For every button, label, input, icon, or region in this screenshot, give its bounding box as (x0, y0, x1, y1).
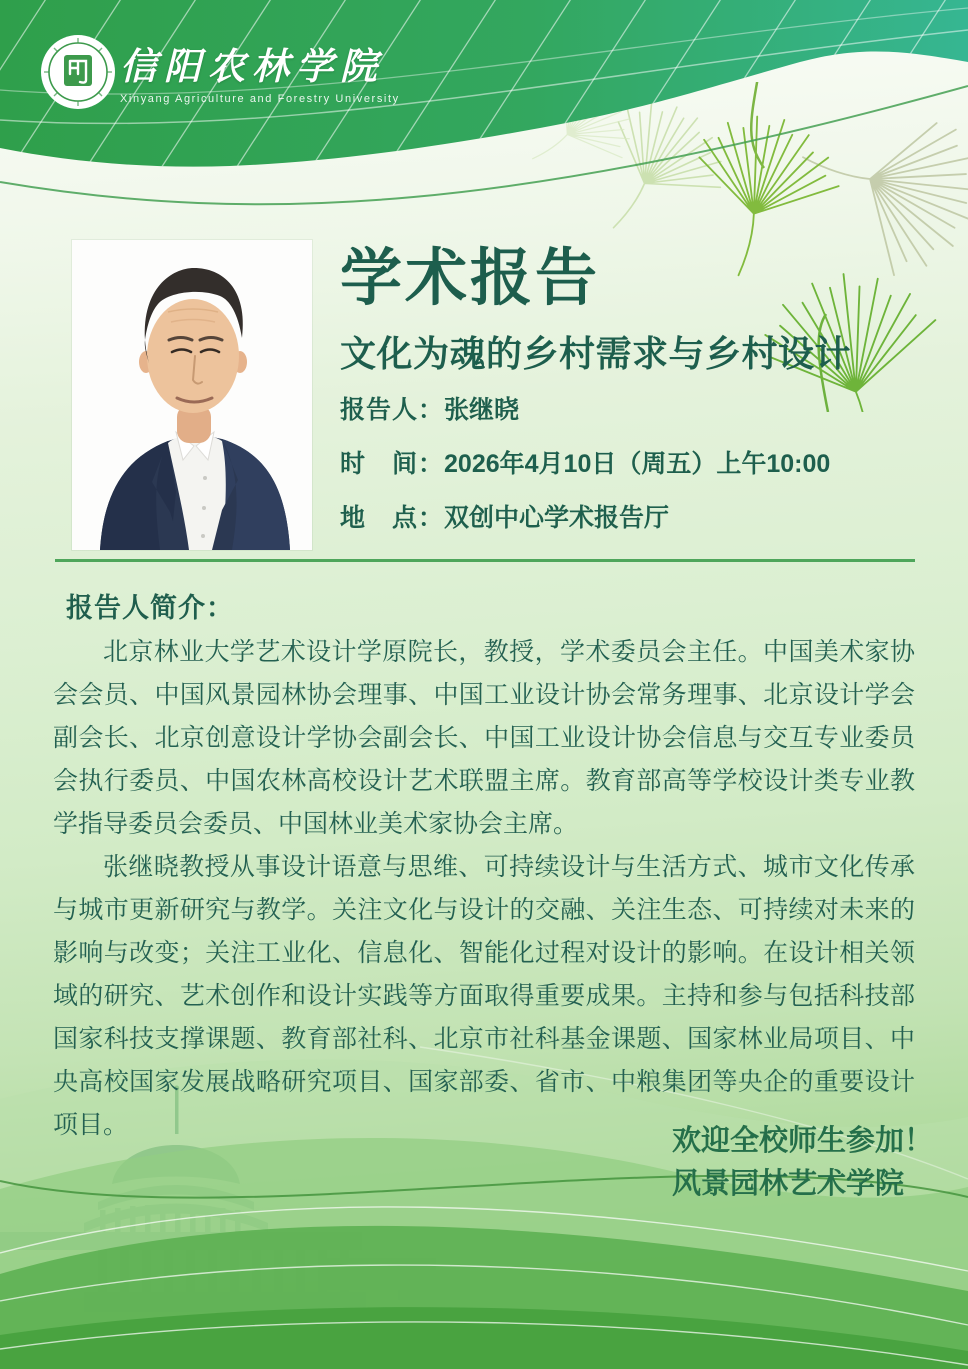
bio-heading: 报告人简介： (66, 593, 234, 623)
section-divider (55, 559, 915, 562)
bio-paragraph-2: 张继晓教授从事设计语意与思维、可持续设计与生活方式、城市文化传承与城市更新研究与教学。关注文化与设计的交融、关注生态、可持续对未来的影响与改变；关注工业化、信息化、智能化过程对设计的影响。在设计相关领域的研究、艺术创作和设计实践等方面取得重要成果。主持和参与包括科技部国家科技支撑课题、教育部社科、北京市社科基金课题、国家林业局项目、中央高校国家发展战略研究项目、国家部委、省市、中粮集团等央企的重要设计项目。 (53, 853, 915, 1139)
time-row (340, 452, 830, 477)
university-name-en: Xinyang Agriculture and Forestry University (120, 93, 400, 105)
speaker-row (340, 398, 830, 423)
bio-body (53, 631, 915, 1147)
welcome-line: 欢迎全校师生参加！ (672, 1125, 934, 1157)
venue-row (340, 506, 830, 531)
lecture-info (340, 398, 830, 560)
lecture-topic: 文化为魂的乡村需求与乡村设计 (340, 333, 852, 374)
university-wordmark (120, 36, 400, 105)
time-label: 时 间： (340, 450, 445, 478)
speaker-name: 张继晓 (444, 396, 520, 424)
university-logo-icon (41, 35, 115, 109)
organizer-line: 风景园林艺术学院 (672, 1168, 905, 1200)
bio-paragraph-1: 北京林业大学艺术设计学原院长，教授，学术委员会主任。中国美术家协会会员、中国风景园林协会理事、中国工业设计协会常务理事、北京设计学会副会长、北京创意设计学协会副会长、中国工业设计协会信息与交互专业委员会执行委员、中国农林高校设计艺术联盟主席。教育部高等学校设计类专业教学指导委员会委员、中国林业美术家协会主席。 (53, 638, 915, 838)
venue-label: 地 点： (340, 504, 445, 532)
poster-title: 学术报告 (340, 244, 601, 313)
speaker-label: 报告人： (340, 396, 445, 424)
footer-text (672, 1120, 933, 1206)
speaker-photo (72, 240, 312, 550)
university-name-cn: 信阳农林学院 (120, 44, 384, 88)
time-value: 2026年4月10日（周五）上午10:00 (444, 450, 831, 478)
venue-value: 双创中心学术报告厅 (444, 504, 670, 532)
